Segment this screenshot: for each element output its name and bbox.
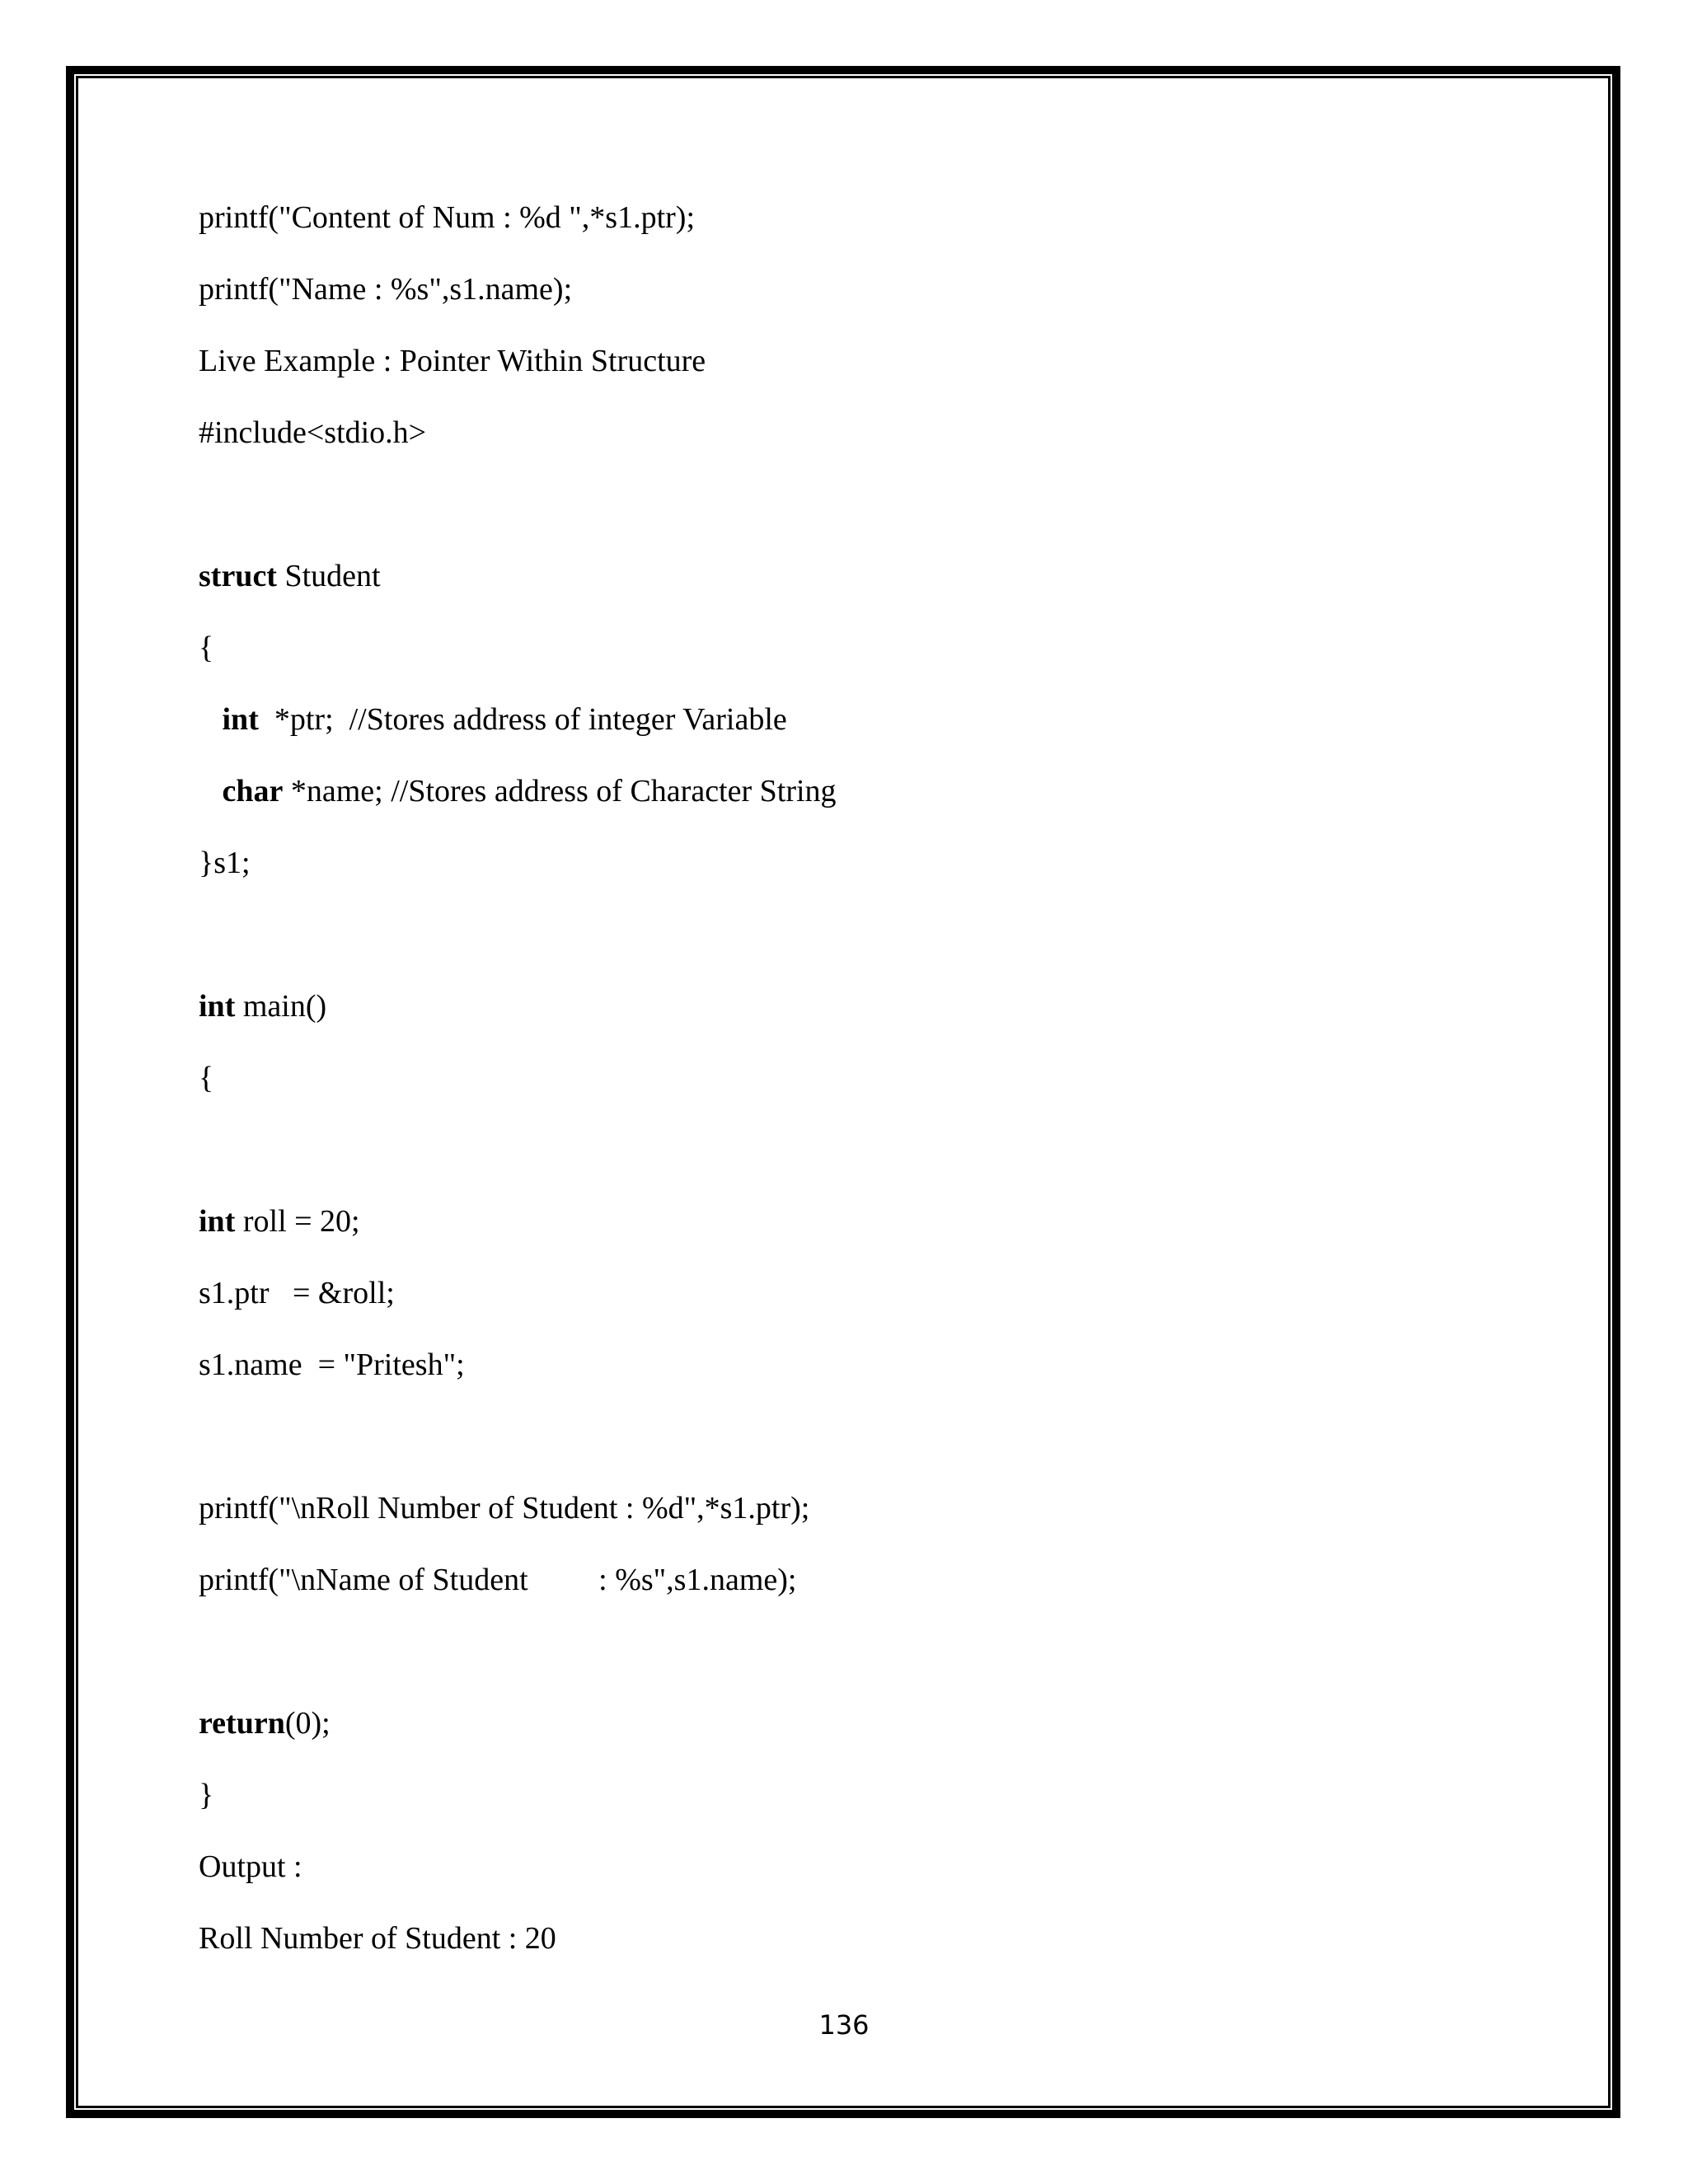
page-number: 136 xyxy=(818,2009,870,2041)
code-line xyxy=(199,1770,1517,1842)
code-line xyxy=(199,193,1517,265)
code-line xyxy=(199,551,1517,623)
code-line xyxy=(199,1053,1517,1125)
code-text: s1.ptr = &roll; xyxy=(199,1276,395,1310)
code-line xyxy=(199,1197,1517,1268)
code-keyword: int xyxy=(199,989,236,1024)
code-keyword: int xyxy=(199,702,259,737)
code-line xyxy=(199,695,1517,766)
code-keyword: return xyxy=(199,1706,285,1741)
code-line xyxy=(199,1483,1517,1555)
code-text: Live Example : Pointer Within Structure xyxy=(199,344,706,378)
code-line xyxy=(199,1125,1517,1197)
code-line xyxy=(199,623,1517,695)
code-text: main() xyxy=(235,989,327,1024)
code-line xyxy=(199,766,1517,838)
code-line xyxy=(199,1340,1517,1412)
code-line xyxy=(199,1699,1517,1770)
code-line xyxy=(199,838,1517,910)
code-text: (0); xyxy=(284,1706,331,1741)
code-line xyxy=(199,1627,1517,1699)
code-text: { xyxy=(199,1061,214,1095)
code-text: #include<stdio.h> xyxy=(199,415,427,450)
code-line xyxy=(199,336,1517,408)
code-text: *ptr; //Stores address of integer Variable xyxy=(258,702,787,737)
code-text: printf("\nRoll Number of Student : %d",*s1.ptr); xyxy=(199,1491,810,1526)
code-text: roll = 20; xyxy=(235,1204,360,1239)
code-line xyxy=(199,1842,1517,1914)
code-text: printf("Name : %s",s1.name); xyxy=(199,272,573,307)
code-line xyxy=(199,480,1517,551)
code-line xyxy=(199,910,1517,982)
code-keyword: int xyxy=(199,1204,236,1239)
code-line xyxy=(199,1914,1517,1985)
code-keyword: char xyxy=(199,774,284,808)
code-keyword: struct xyxy=(199,559,277,593)
code-line xyxy=(199,408,1517,480)
code-text: printf("Content of Num : %d ",*s1.ptr); xyxy=(199,200,696,235)
code-line xyxy=(199,1412,1517,1483)
code-text: Student xyxy=(276,559,381,593)
code-line xyxy=(199,1555,1517,1627)
code-line xyxy=(199,982,1517,1053)
code-text: s1.name = "Pritesh"; xyxy=(199,1347,465,1382)
code-text: *name; //Stores address of Character String xyxy=(283,774,837,808)
code-line xyxy=(199,1268,1517,1340)
code-text: { xyxy=(199,630,214,665)
code-text: printf("\nName of Student : %s",s1.name); xyxy=(199,1563,797,1597)
code-listing xyxy=(199,193,1517,1985)
code-text: Output : xyxy=(199,1849,302,1884)
code-line xyxy=(199,265,1517,336)
code-text: } xyxy=(199,1778,214,1812)
code-text: Roll Number of Student : 20 xyxy=(199,1921,556,1956)
code-text: }s1; xyxy=(199,846,251,880)
